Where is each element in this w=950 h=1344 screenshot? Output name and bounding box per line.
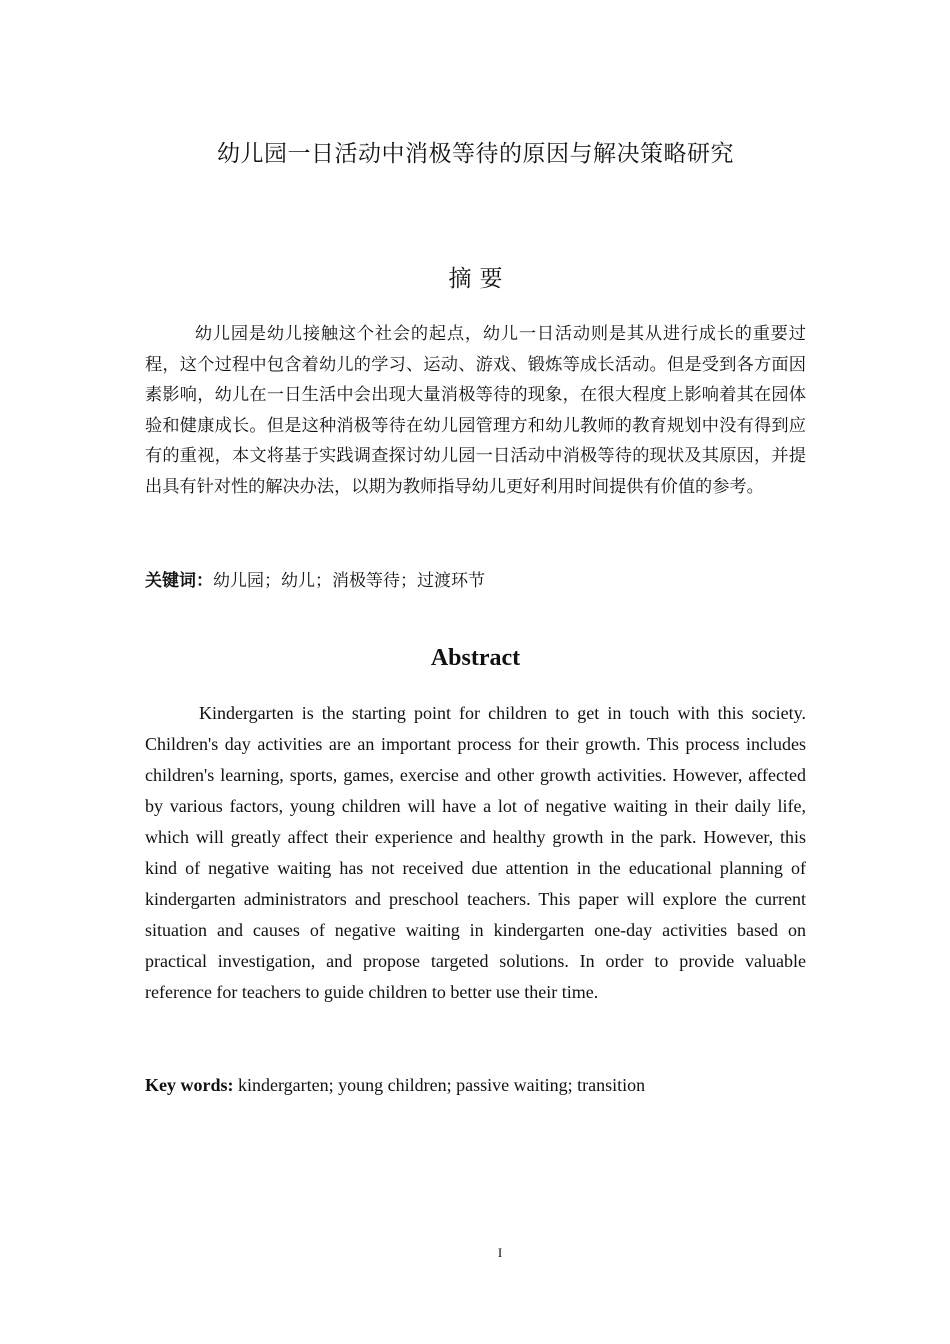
page-number: I bbox=[497, 1245, 503, 1260]
keywords-en bbox=[145, 1070, 806, 1101]
keywords-cn bbox=[145, 566, 806, 596]
keywords-cn-values: 幼儿园；幼儿；消极等待；过渡环节 bbox=[213, 571, 485, 591]
abstract-cn-body: 幼儿园是幼儿接触这个社会的起点，幼儿一日活动则是其从进行成长的重要过程，这个过程中包含着幼儿的学习、运动、游戏、锻炼等成长活动。但是受到各方面因素影响，幼儿在一日生活中会出现大量消极等待的现象，在很大程度上影响着其在园体验和健康成长。但是这种消极等待在幼儿园管理方和幼儿教师的教育规划中没有得到应有的重视，本文将基于实践调查探讨幼儿园一日活动中消极等待的现状及其原因，并提出具有针对性的解决办法，以期为教师指导幼儿更好利用时间提供有价值的参考。 bbox=[145, 324, 806, 497]
paper-title: 幼儿园一日活动中消极等待的原因与解决策略研究 bbox=[217, 141, 734, 167]
keywords-cn-label: 关键词： bbox=[145, 571, 213, 591]
keywords-en-values: kindergarten; young children; passive waiting; transition bbox=[238, 1075, 646, 1095]
abstract-en-heading: Abstract bbox=[430, 645, 521, 671]
abstract-en-body: Kindergarten is the starting point for children to get in touch with this society. Children's day activities are an important process for their growth. This process includes children's learning, sports, games, exercise and other growth activities. However, affected by various factors, young children will have a lot of negative waiting in their daily life, which will greatly affect their experience and healthy growth in the park. However, this kind of negative waiting has not received due attention in the educational planning of kindergarten administrators and preschool teachers. This paper will explore the current situation and causes of negative waiting in kindergarten one-day activities based on practical investigation, and propose targeted solutions. In order to provide valuable reference for teachers to guide children to better use their time. bbox=[145, 703, 806, 1002]
keywords-en-label: Key words: bbox=[145, 1075, 234, 1095]
abstract-cn-heading: 摘要 bbox=[448, 266, 511, 292]
